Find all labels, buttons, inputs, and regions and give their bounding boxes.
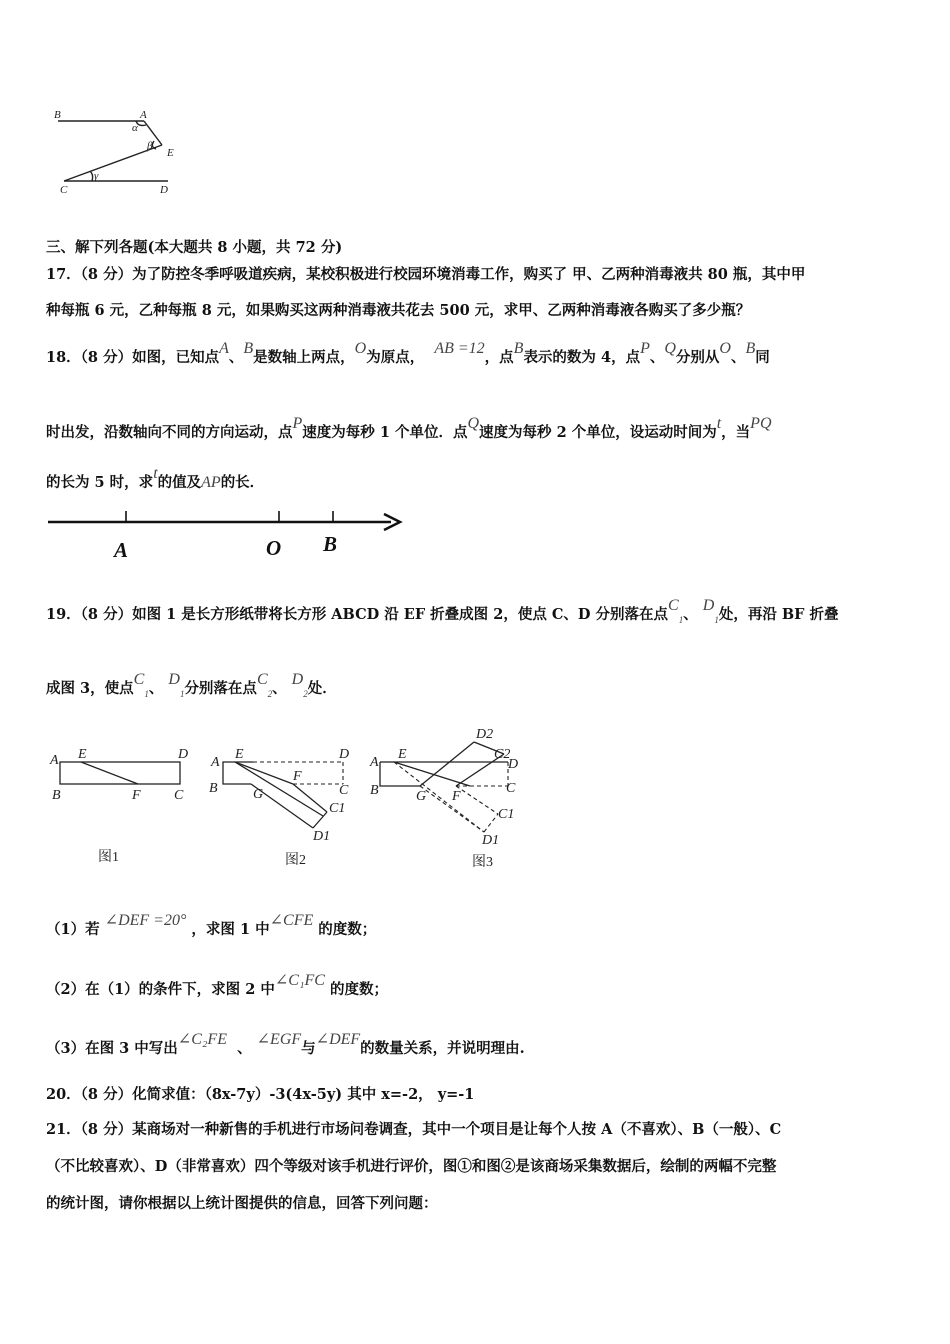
axis-A: A [114,538,129,562]
fig3-C2: C2 [494,747,511,762]
q19-line1: 19．（8 分）如图 1 是长方形纸带将长方形 ABCD 沿 EF 折叠成图 2，使点 C、D 分别落在点$C_1$、 $D_1$处，再沿 BF 折叠 [46,597,839,625]
q20: 20．（8 分）化简求值：（8x-7y）-3(4x-5y) 其中 x=-2， y=-1 [46,1086,475,1103]
label-A: A [140,109,147,121]
angle-figure [50,105,190,195]
q21-line2: （不比较喜欢）、D（非常喜欢）四个等级对该手机进行评价，图①和图②是该商场采集数据后，绘制的两幅不完整 [46,1158,777,1175]
fig3-A: A [370,755,379,770]
fig1-B: B [52,788,61,803]
fig2-D1: D1 [313,829,331,844]
q19-part2: （2）在（1）的条件下，求图 2 中∠C₁FC 的度数； [46,972,389,998]
fig2-F: F [293,769,302,784]
fig2-B: B [209,781,218,796]
axis-B: B [323,532,338,556]
label-gamma: γ [94,170,99,182]
figure-1 [46,742,206,872]
fig2-E: E [235,747,244,762]
fig3-G: G [416,789,427,804]
q18-line2: 时出发，沿数轴向不同的方向运动，点P速度为每秒 1 个单位．点Q速度为每秒 2 个单位，设运动时间为t，当PQ [46,415,772,441]
label-beta: β [147,140,153,152]
fig3-D2: D2 [476,727,494,742]
fig3-B: B [370,783,379,798]
fig3-C1: C1 [498,807,515,822]
fig3-caption: 图3 [472,855,493,870]
fig3-E: E [398,747,407,762]
fig1-D: D [178,747,189,762]
fig2-G: G [253,787,264,802]
fig1-C: C [174,788,184,803]
fig2-D: D [339,747,350,762]
q19-part3: （3）在图 3 中写出∠C₂FE 、 ∠EGF与∠DEF的数量关系，并说明理由. [46,1031,525,1057]
figure-2 [205,742,365,872]
fig1-E: E [78,747,87,762]
fig3-D1: D1 [482,833,500,848]
figure-3 [366,726,536,876]
fig2-A: A [211,755,220,770]
q21-line1: 21．（8 分）某商场对一种新售的手机进行市场问卷调查，其中一个项目是让每个人按 A（不喜欢）、B（一般）、C [46,1121,782,1138]
label-C: C [60,184,68,195]
label-alpha: α [132,122,138,134]
q19-part1: （1）若 ∠DEF =20° ，求图 1 中∠CFE 的度数； [46,912,377,938]
fig2-caption: 图2 [285,853,306,868]
fig1-A: A [50,753,59,768]
fig3-F: F [452,789,461,804]
number-line [46,505,406,565]
axis-O: O [266,536,282,560]
q21-line3: 的统计图，请你根据以上统计图提供的信息，回答下列问题： [46,1195,438,1212]
section-header: 三、解下列各题(本大题共 8 小题，共 72 分) [46,239,343,256]
fig2-C1: C1 [329,801,346,816]
q17-line2: 种每瓶 6 元，乙种每瓶 8 元，如果购买这两种消毒液共花去 500 元，求甲、乙两种消毒液各购买了多少瓶？ [46,302,751,319]
q19-line2: 成图 3，使点$C_1$、 $D_1$分别落在点$C_2$、 $D_2$处． [46,671,337,699]
q17-line1: 17．（8 分）为了防控冬季呼吸道疾病，某校积极进行校园环境消毒工作，购买了 甲、乙两种消毒液共 80 瓶，其中甲 [46,266,806,283]
fig1-F: F [132,788,141,803]
label-D: D [160,184,168,195]
fig2-C: C [339,783,349,798]
fig1-caption: 图1 [98,850,119,865]
q18-line1: 18．（8 分）如图，已知点A、B是数轴上两点，O为原点， AB =12，点B表示的数为 4，点P、Q分别从O、B同 [46,340,770,366]
q18-line3: 的长为 5 时，求t的值及AP的长． [46,465,265,491]
fig3-C: C [506,781,516,796]
label-E: E [167,147,174,159]
fig3-D: D [508,757,519,772]
label-B: B [54,109,61,121]
